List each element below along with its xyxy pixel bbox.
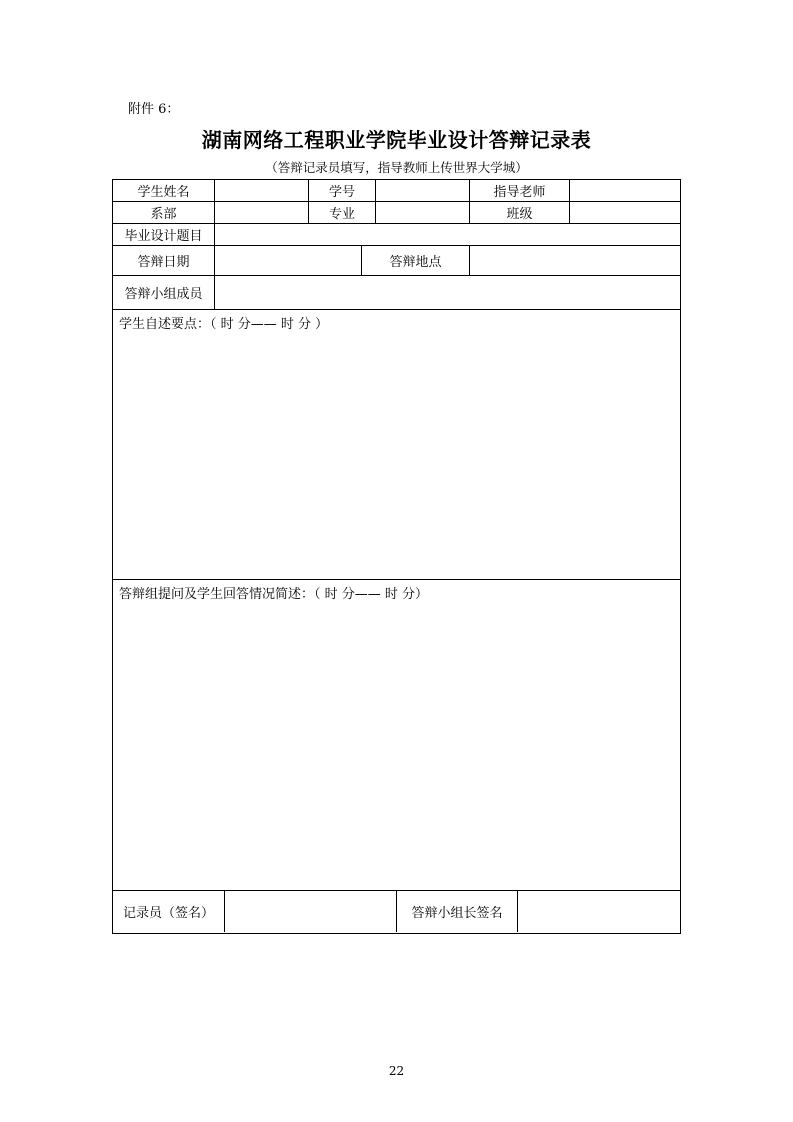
thesis-title-label: 毕业设计题目 xyxy=(124,229,203,244)
recorder-sign-label: 记录员（签名） xyxy=(122,906,214,921)
student-name-label-cell xyxy=(113,180,215,201)
student-name-label: 学生姓名 xyxy=(137,185,190,200)
major-label-cell xyxy=(309,202,376,223)
qa-summary-section[interactable] xyxy=(113,580,680,891)
student-statement-label: 学生自述要点：（ 时 分—— 时 分 ） xyxy=(119,317,329,332)
panel-members-field[interactable] xyxy=(215,276,680,309)
row-signatures xyxy=(113,891,680,932)
department-label: 系部 xyxy=(150,207,177,222)
panel-members-label-cell xyxy=(113,276,215,309)
recorder-sign-field[interactable] xyxy=(225,891,397,932)
attachment-label: 附件 6： xyxy=(128,102,180,117)
class-label: 班级 xyxy=(506,207,533,222)
panel-leader-sign-field[interactable] xyxy=(518,891,680,932)
thesis-title-field[interactable] xyxy=(215,224,680,245)
advisor-label: 指导老师 xyxy=(493,185,546,200)
defense-location-field[interactable] xyxy=(470,246,680,275)
page-subtitle: （答辩记录员填写，指导教师上传世界大学城） xyxy=(265,160,528,175)
defense-date-field[interactable] xyxy=(215,246,362,275)
row-panel-members xyxy=(113,276,680,310)
page-title: 湖南网络工程职业学院毕业设计答辩记录表 xyxy=(201,128,592,152)
department-label-cell xyxy=(113,202,215,223)
thesis-title-label-cell xyxy=(113,224,215,245)
student-id-field[interactable] xyxy=(376,180,470,201)
panel-members-label: 答辩小组成员 xyxy=(124,287,203,302)
row-defense-date-location xyxy=(113,246,680,276)
major-field[interactable] xyxy=(376,202,470,223)
recorder-sign-label-cell xyxy=(113,891,225,932)
row-student-info xyxy=(113,180,680,202)
student-id-label: 学号 xyxy=(328,185,355,200)
advisor-field[interactable] xyxy=(570,180,680,201)
defense-date-label-cell xyxy=(113,246,215,275)
defense-date-label: 答辩日期 xyxy=(137,255,190,270)
department-field[interactable] xyxy=(215,202,309,223)
row-department-info xyxy=(113,202,680,224)
class-field[interactable] xyxy=(570,202,680,223)
page-number: 22 xyxy=(388,1064,405,1078)
panel-leader-sign-label-cell xyxy=(397,891,518,932)
defense-record-form xyxy=(112,179,681,934)
class-label-cell xyxy=(470,202,570,223)
advisor-label-cell xyxy=(470,180,570,201)
qa-summary-label: 答辩组提问及学生回答情况简述：（ 时 分—— 时 分） xyxy=(119,587,429,602)
defense-location-label-cell xyxy=(362,246,470,275)
student-id-label-cell xyxy=(309,180,376,201)
defense-location-label: 答辩地点 xyxy=(389,255,442,270)
panel-leader-sign-label: 答辩小组长签名 xyxy=(411,906,503,921)
student-statement-section[interactable] xyxy=(113,310,680,580)
student-name-field[interactable] xyxy=(215,180,309,201)
row-thesis-title xyxy=(113,224,680,246)
major-label: 专业 xyxy=(328,207,355,222)
